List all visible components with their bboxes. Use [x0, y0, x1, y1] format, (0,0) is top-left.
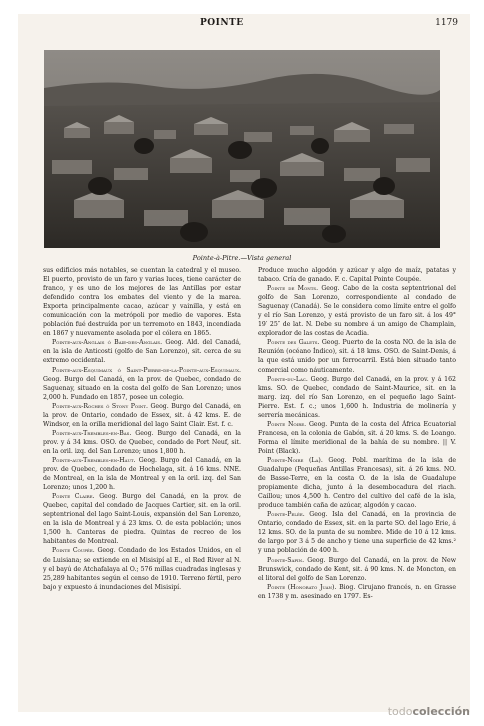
running-title: POINTE — [200, 18, 244, 28]
page-number: 1179 — [435, 18, 458, 28]
photograph — [44, 50, 440, 248]
entry-paragraph: Pointe-aux-Roches ó Stony Point. Geog. Burgo del Canadá, en la prov. de Ontario, condado de Essex, sit. á 42 kms. E. de Windsor, en la orilla meridional del lago Saint Clair. Est. f. c. — [43, 402, 242, 428]
entry-headword: Pointe-aux-Roches ó Stony Point. — [52, 402, 148, 410]
entry-headword: Pointe-aux-Esquimaux ó Saint-Pierre-de-la-Pointe-aux-Esquimaux. — [52, 366, 241, 374]
entry-headword: Pointe de Monts. — [267, 285, 319, 293]
figure-caption: Pointe-à-Pitre.—Vista general — [192, 254, 292, 262]
entry-headword: Pointe des Galets. — [267, 339, 320, 347]
entry-headword: Pointe Coupée. — [52, 547, 95, 555]
entry-paragraph: Pointe-Noire (La). Geog. Pobl. marítima de la isla de Guadalupe (Pequeñas Antillas Francesas), sit. á 26 kms. NO. de Basse-Terre, en la costa O. de la isla de Guadalupe propiamente dicha, junto á la desembocadura del riach. Caillou; unos 4,500 h. Centro del cultivo del café de la isla, produce también caña de azúcar, algodón y cacao. — [258, 456, 456, 510]
entry-headword: Pointe-aux-Trembles-en-Bas. — [52, 429, 132, 437]
entry-paragraph: Pointe Noire. Geog. Punta de la costa del África Ecuatorial Francesa, en la colonia de Gabón, sit. á 20 kms. S. de Loango. Forma el límite meridional de la bahía de su nombre. || V. Point (Black). — [258, 420, 457, 455]
text-column-left — [43, 266, 241, 592]
entry-paragraph: Pointe Claire. Geog. Burgo del Canadá, en la prov. de Quebec, capital del condado de Jacques Cartier, sit. en la oril. septentrional del lago Saint-Louis, expansión del San Lorenzo, en la isla de Montreal y á 23 kms. O. de esta población; unos 1,500 h. Canteras de piedra. Quintas de recreo de los habitantes de Montreal. — [43, 493, 242, 546]
city-panorama-image — [44, 50, 440, 248]
entry-headword: Pointe-Pelée. — [267, 511, 305, 519]
entry-paragraph: Pointe-Sapin. Geog. Burgo del Canadá, en la prov. de New Brunswick, condado de Kent, sit. á 90 kms. N. de Moncton, en el litoral del golfo de San Lorenzo. — [258, 556, 456, 582]
entry-headword: Pointe-Sapin. — [267, 556, 305, 564]
entry-headword: Pointe Noire. — [267, 420, 307, 428]
entry-paragraph: Pointe Coupée. Geog. Condado de los Estados Unidos, en el de Luisiana; se extiende en el Misisipí al E., el Red River al N. y el bayú de Atchafalaya al O.; 576 millas cuadradas inglesas y 25,289 habitantes según el censo de 1910. Terreno fértil, pero bajo y expuesto á inundaciones del Misisipí. — [43, 547, 241, 591]
entry-paragraph: Pointe-aux-Anglais ó Baie-des-Anglais. Geog. Ald. del Canadá, en la isla de Anticosti (golfo de San Lorenzo), sit. cerca de su extremo occidental. — [43, 339, 241, 365]
entry-headword: Pointe-Noire (La). — [267, 456, 323, 464]
entry-paragraph: Pointe-du-Lac. Geog. Burgo del Canadá, en la prov. y á 162 kms. SO. de Quebec, condado de Saint-Maurice, sit. en la marg. izq. del río San Lorenzo, en el pequeño lago Saint-Pierre. Est. f. c.; unos 1,600 h. Industria de molinería y serrería mecánicas. — [258, 375, 456, 419]
entry-headword: Pointe-aux-Anglais ó Baie-des-Anglais. — [52, 339, 163, 347]
text-column-right — [258, 266, 456, 601]
entry-paragraph: Pointe des Galets. Geog. Puerto de la costa NO. de la isla de Reunión (océano Índico), sit. á 18 kms. OSO. de Saint-Denis, á la que está unido por un ferrocarril. Está bien situado tanto comercial como náuticamente. — [258, 339, 456, 374]
entry-paragraph: sus edificios más notables, se cuentan la catedral y el museo. El puerto, provisto de un faro y varias luces, tiene carácter de franco, y es uno de los mejores de las Antillas por estar defendido contra los embates del viento y de la marea. Exporta principalmente cacao, azúcar y vainilla, y está en comunicación con la metrópoli por medio de vapores. Esta población fué destruída por un terremoto en 1843, incendiada en 1867 y nuevamente asolada por el cólera en 1865. — [43, 267, 241, 338]
entry-headword: Pointe Claire. — [52, 493, 95, 501]
entry-paragraph: Pointe de Monts. Geog. Cabo de la costa septentrional del golfo de San Lorenzo, correspondiente al condado de Saguenay (Canadá). Se le considera como límite entre el golfo y el río San Lorenzo, y está provisto de un faro sit. á los 49° 19′ 25″ de lat. N. Debe su nombre á un amigo de Champlain, explorador de las costas de Acadia. — [258, 285, 456, 338]
entry-paragraph: Pointe-Pelée. Geog. Isla del Canadá, en la provincia de Ontario, condado de Essex, sit. en la parte SO. del lago Erie, á 12 kms. SO. de la punta de su nombre. Mide de 10 á 12 kms. de largo por 3 á 5 de ancho y tiene una superficie de 42 kms.² y una población de 400 h. — [258, 511, 456, 555]
entry-paragraph: Pointe-aux-Trembles-en-Haut. Geog. Burgo del Canadá, en la prov. de Quebec, condado de Hochelaga, sit. á 16 kms. NNE. de Montreal, en la isla de Montreal y en la oril. izq. del San Lorenzo; unos 1,200 h. — [43, 456, 241, 492]
entry-paragraph: Pointe-aux-Trembles-en-Bas. Geog. Burgo del Canadá, en la prov. y á 34 kms. OSO. de Quebec, condado de Port Neuf, sit. en la oril. izq. del San Lorenzo; unos 1,800 h. — [43, 429, 241, 455]
entry-headword: Pointe-du-Lac. — [267, 375, 308, 383]
entry-headword: Pointe (Honorato Juan). — [267, 583, 337, 591]
entry-paragraph: Pointe-aux-Esquimaux ó Saint-Pierre-de-la-Pointe-aux-Esquimaux. Geog. Burgo del Canadá, en la prov. de Quebec, condado de Saguenay, situado en la costa del golfo de San Lorenzo; unos 2,000 h. Fundado en 1857, posee un colegio. — [43, 366, 241, 401]
entry-paragraph: Pointe (Honorato Juan). Biog. Cirujano francés, n. en Grasse en 1738 y m. asesinado en 1797. Es- — [258, 583, 456, 600]
page-header — [0, 14, 484, 30]
entry-headword: Pointe-aux-Trembles-en-Haut. — [52, 456, 136, 464]
entry-paragraph: Produce mucho algodón y azúcar y algo de maíz, patatas y tabaco. Cría de ganado. F. c. Capital Pointe Coupée. — [258, 267, 456, 284]
watermark-logo: todocolección — [387, 705, 470, 718]
